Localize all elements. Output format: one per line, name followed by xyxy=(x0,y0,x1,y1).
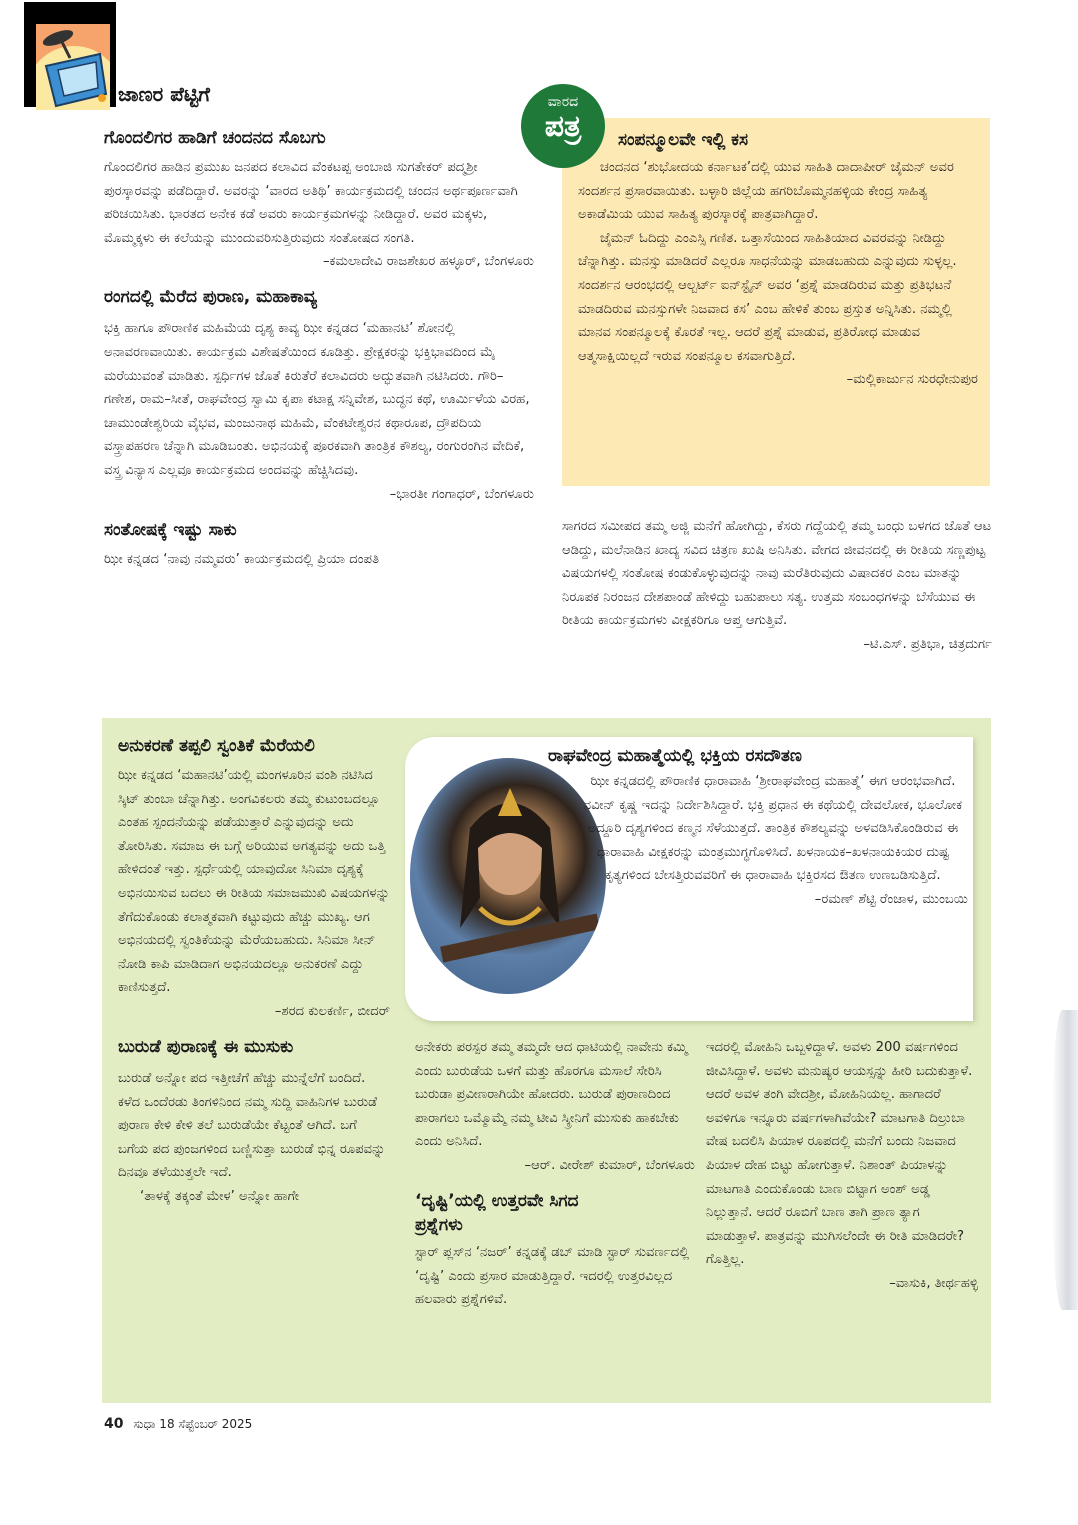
article-title: ಅನುಕರಣೆ ತಪ್ಪಲಿ ಸ್ವಂತಿಕೆ ಮೆರೆಯಲಿ xyxy=(118,736,315,756)
section-logo xyxy=(36,24,110,110)
article-signature: –ಭಾರತೀ ಗಂಗಾಧರ್, ಬೆಂಗಳೂರು xyxy=(389,486,534,502)
article-body: ಅನೇಕರು ಪರಸ್ಪರ ತಮ್ಮ ತಮ್ಮದೇ ಆದ ಧಾಟಿಯಲ್ಲಿ ನಾವೇನು ಕಮ್ಮಿ ಎಂದು ಬುರುಡೆಯ ಒಳಗೆ ಮತ್ತು ಹೊರಗೂ ಮಸಾಲೆ ಸೇರಿಸಿ ಬುರುಡಾ ಪ್ರವೀಣರಾಗಿಯೇ ಹೋದರು. ಬುರುಡೆ ಪುರಾಣದಿಂದ ಪಾರಾಗಲು ಒಮ್ಮೊಮ್ಮೆ ನಮ್ಮ ಟೀವಿ ಸ್ಕ್ರೀನಿಗೆ ಮುಸುಕು ಹಾಕಬೇಕು ಎಂದು ಅನಿಸಿದೆ. xyxy=(415,1040,688,1150)
article-title: ‘ದೃಷ್ಟಿ’ಯಲ್ಲಿ ಉತ್ತರವೇ ಸಿಗದ ಪ್ರಶ್ನೆಗಳು xyxy=(415,1190,579,1235)
green-middle-column xyxy=(415,1036,695,1312)
featured-article xyxy=(548,744,968,911)
right-column-middle xyxy=(562,515,992,656)
article-body: ಬುರುಡೆ ಅನ್ನೋ ಪದ ಇತ್ತೀಚೆಗೆ ಹೆಚ್ಚು ಮುನ್ನೆಲೆಗೆ ಬಂದಿದೆ. ಕಳೆದ ಒಂದೆರಡು ತಿಂಗಳಿನಿಂದ ನಮ್ಮ ಸುದ್ದಿ ವಾಹಿನಿಗಳ ಬುರುಡೆ ಪುರಾಣ ಕೇಳಿ ಕೇಳಿ ತಲೆ ಬುರುಡೆಯೇ ಕೆಟ್ಟಂತೆ ಆಗಿದೆ. ಬಗೆ ಬಗೆಯ ಪದ ಪುಂಜಗಳಿಂದ ಬಣ್ಣಿಸುತ್ತಾ ಬುರುಡೆ ಭಿನ್ನ ರೂಪವನ್ನು ದಿನವೂ ತಳೆಯುತ್ತಲೇ ಇದೆ. xyxy=(118,1070,386,1181)
article-title: ಸಂತೋಷಕ್ಕೆ ಇಷ್ಟು ಸಾಕು xyxy=(104,519,237,540)
television-icon xyxy=(36,24,110,110)
article-body: ಸ್ಟಾರ್ ಪ್ಲಸ್‌ನ ‘ನಜರ್’ ಕನ್ನಡಕ್ಕೆ ಡಬ್ ಮಾಡಿ ಸ್ಟಾರ್ ಸುವರ್ಣದಲ್ಲಿ ‘ದೃಷ್ಟಿ’ ಎಂದು ಪ್ರಸಾರ ಮಾಡುತ್ತಿದ್ದಾರೆ. ಇದರಲ್ಲಿ ಉತ್ತರವಿಲ್ಲದ ಹಲವಾರು ಪ್ರಶ್ನೆಗಳಿವೆ. xyxy=(415,1244,690,1308)
article-body: ಸಾಗರದ ಸಮೀಪದ ತಮ್ಮ ಅಜ್ಜಿ ಮನೆಗೆ ಹೋಗಿದ್ದು, ಕೆಸರು ಗದ್ದೆಯಲ್ಲಿ ತಮ್ಮ ಬಂಧು ಬಳಗದ ಜೊತೆ ಆಟ ಆಡಿದ್ದು, ಮಲೆನಾಡಿನ ಖಾದ್ಯ ಸವಿದ ಚಿತ್ರಣ ಖುಷಿ ಅನಿಸಿತು. ವೇಗದ ಜೀವನದಲ್ಲಿ ಈ ರೀತಿಯ ಸಣ್ಣಪುಟ್ಟ ವಿಷಯಗಳಲ್ಲಿ ಸಂತೋಷ ಕಂಡುಕೊಳ್ಳುವುದನ್ನು ನಾವು ಮರೆತಿರುವುದು ವಿಷಾದಕರ ಎಂಬ ಮಾತನ್ನು ನಿರೂಪಕ ನಿರಂಜನ ದೇಶಪಾಂಡೆ ಹೇಳಿದ್ದು ಬಹುಪಾಲು ಸತ್ಯ. ಉತ್ತಮ ಸಂಬಂಧಗಳನ್ನು ಬೆಸೆಯುವ ಈ ರೀತಿಯ ಕಾರ್ಯಕ್ರಮಗಳು ವೀಕ್ಷಕರಿಗೂ ಆಪ್ತ ಆಗುತ್ತಿವೆ. xyxy=(562,519,992,629)
article-body: ಇದರಲ್ಲಿ ಮೋಹಿನಿ ಒಬ್ಬಳಿದ್ದಾಳೆ. ಅವಳು 200 ವರ್ಷಗಳಿಂದ ಜೀವಿಸಿದ್ದಾಳೆ. ಅವಳು ಮನುಷ್ಯರ ಆಯಸ್ಸನ್ನು ಹೀರಿ ಬದುಕುತ್ತಾಳೆ. ಆದರೆ ಅವಳ ತಂಗಿ ವೇದಶ್ರೀ, ಮೋಹಿನಿಯಲ್ಲ. ಹಾಗಾದರೆ ಅವಳಿಗೂ ಇನ್ನೂರು ವರ್ಷಗಳಾಗಿವೆಯೇ? ಮಾಟಗಾತಿ ದಿಲ್ರುಬಾ ವೇಷ ಬದಲಿಸಿ ಪಿಯಾಳ ರೂಪದಲ್ಲಿ ಮನೆಗೆ ಬಂದು ನಿಜವಾದ ಪಿಯಾಳ ದೇಹ ಬಿಟ್ಟು ಹೋಗುತ್ತಾಳೆ. ನಿಶಾಂತ್ ಪಿಯಾಳನ್ನು ಮಾಟಗಾತಿ ಎಂದುಕೊಂಡು ಬಾಣ ಬಿಟ್ಟಾಗ ಅಂಶ್ ಅಡ್ಡ ನಿಲ್ಲುತ್ತಾನೆ. ಆದರೆ ರೂಬಿಗೆ ಬಾಣ ತಾಗಿ ಪ್ರಾಣ ತ್ಯಾಗ ಮಾಡುತ್ತಾಳೆ. ಪಾತ್ರವನ್ನು ಮುಗಿಸಲೆಂದೇ ಈ ರೀತಿ ಮಾಡಿದರೇ? ಗೊತ್ತಿಲ್ಲ. xyxy=(706,1040,973,1268)
publication-date: ಸುಧಾ 18 ಸೆಪ್ಟೆಂಬರ್ 2025 xyxy=(133,1417,253,1431)
letter-of-week-badge xyxy=(521,84,605,168)
article-title: ರಾಘವೇಂದ್ರ ಮಹಾತ್ಮೆಯಲ್ಲಿ ಭಕ್ತಿಯ ರಸದೌತಣ xyxy=(548,746,802,766)
article-body: ಭಕ್ತಿ ಹಾಗೂ ಪೌರಾಣಿಕ ಮಹಿಮೆಯ ದೃಶ್ಯ ಕಾವ್ಯ ಝೀ ಕನ್ನಡದ ‘ಮಹಾನಟಿ’ ಶೋನಲ್ಲಿ ಅನಾವರಣವಾಯಿತು. ಕಾರ್ಯಕ್ರಮ ವಿಶೇಷತೆಯಿಂದ ಕೂಡಿತ್ತು. ಪ್ರೇಕ್ಷಕರನ್ನು ಭಕ್ತಿಭಾವದಿಂದ ಮೈ ಮರೆಯುವಂತೆ ಮಾಡಿತು. ಸ್ಪರ್ಧಿಗಳ ಜೊತೆ ಕಿರುತೆರೆ ಕಲಾವಿದರು ಅದ್ಭುತವಾಗಿ ನಟಿಸಿದರು. ಗೌರಿ–ಗಣೇಶ, ರಾಮ–ಸೀತೆ, ರಾಘವೇಂದ್ರ ಸ್ವಾಮಿ ಕೃಪಾ ಕಟಾಕ್ಷ ಸನ್ನಿವೇಶ, ಬುದ್ಧನ ಕಥೆ, ಊರ್ಮಿಳೆಯ ವಿರಹ, ಚಾಮುಂಡೇಶ್ವರಿಯ ವೈಭವ, ಮಂಜುನಾಥ ಮಹಿಮೆ, ವೆಂಕಟೇಶ್ವರನ ಕಥಾರೂಪ, ದ್ರೌಪದಿಯ ವಸ್ತ್ರಾಪಹರಣ ಚೆನ್ನಾಗಿ ಮೂಡಿಬಂತು. ಅಭಿನಯಕ್ಕೆ ಪೂರಕವಾಗಿ ತಾಂತ್ರಿಕ ಕೌಶಲ್ಯ, ರಂಗುರಂಗಿನ ವೇದಿಕೆ, ವಸ್ತ್ರ ವಿನ್ಯಾಸ ಎಲ್ಲವೂ ಕಾರ್ಯಕ್ರಮದ ಅಂದವನ್ನು ಹೆಚ್ಚಿಸಿದವು. xyxy=(104,321,530,478)
article-signature: –ಮಲ್ಲಿಕಾರ್ಜುನ ಸುರಧೇನುಪುರ xyxy=(846,372,978,388)
article-signature: –ವಾಸುಕಿ, ತೀರ್ಥಹಳ್ಳಿ xyxy=(889,1275,978,1291)
left-column-top xyxy=(104,126,534,571)
article-body: ಜೈಮನ್ ಓದಿದ್ದು ಎಂಎಸ್ಸಿ ಗಣಿತ. ಒತ್ತಾಸೆಯಿಂದ ಸಾಹಿತಿಯಾದ ವಿವರವನ್ನು ನೀಡಿದ್ದು ಚೆನ್ನಾಗಿತ್ತು. ಮನಸ್ಸು ಮಾಡಿದರೆ ಎಲ್ಲರೂ ಸಾಧನೆಯನ್ನು ಮಾಡಬಹುದು ಎನ್ನುವುದು ಸುಳ್ಳಲ್ಲ. ಸಂದರ್ಶನ ಆರಂಭದಲ್ಲಿ ಆಲ್ಬರ್ಟ್ ಐನ್‌ಸ್ಟೈನ್ ಅವರ ‘ಪ್ರಶ್ನೆ ಮಾಡದಿರುವ ಮತ್ತು ಪ್ರತಿಭಟನೆ ಮಾಡದಿರುವ ಮನಸ್ಸುಗಳೇ ನಿಜವಾದ ಕಸ’ ಎಂಬ ಹೇಳಿಕೆ ತುಂಬ ಪ್ರಸ್ತುತ ಅನ್ನಿಸಿತು. ನಮ್ಮಲ್ಲಿ ಮಾನವ ಸಂಪನ್ಮೂಲಕ್ಕೆ ಕೊರತೆ ಇಲ್ಲ. ಆದರೆ ಪ್ರಶ್ನೆ ಮಾಡುವ, ಪ್ರತಿರೋಧ ಮಾಡುವ ಆತ್ಮಸಾಕ್ಷಿಯಿಲ್ಲದೆ ಇರುವ ಸಂಪನ್ಮೂಲ ಕಸವಾಗುತ್ತಿದೆ. xyxy=(578,230,957,364)
decorative-cloth-image xyxy=(1052,1010,1078,1310)
article-body: ಝೀ ಕನ್ನಡದ ‘ಮಹಾನಟಿ’ಯಲ್ಲಿ ಮಂಗಳೂರಿನ ವಂಶಿ ನಟಿಸಿದ ಸ್ಕಿಟ್ ತುಂಬಾ ಚೆನ್ನಾಗಿತ್ತು. ಅಂಗವಿಕಲರು ತಮ್ಮ ಕುಟುಂಬದಲ್ಲೂ ಎಂತಹ ಸ್ಪಂದನೆಯನ್ನು ಪಡೆಯುತ್ತಾರೆ ಎನ್ನುವುದನ್ನು ಅದು ತೋರಿಸಿತು. ಸಮಾಜ ಈ ಬಗ್ಗೆ ಅರಿಯುವ ಅಗತ್ಯವನ್ನು ಅದು ಒತ್ತಿ ಹೇಳಿದಂತೆ ಇತ್ತು. ಸ್ಪರ್ಧೆಯಲ್ಲಿ ಯಾವುದೋ ಸಿನಿಮಾ ದೃಶ್ಯಕ್ಕೆ ಅಭಿನಯಿಸುವ ಬದಲು ಈ ರೀತಿಯ ಸಮಾಜಮುಖಿ ವಿಷಯಗಳನ್ನು ತೆಗೆದುಕೊಂಡು ಕಲಾತ್ಮಕವಾಗಿ ಕಟ್ಟುವುದು ಹೆಚ್ಚು ಮುಖ್ಯ. ಆಗ ಅಭಿನಯದಲ್ಲಿ ಸ್ವಂತಿಕೆಯನ್ನು ಮೆರೆಯಬಹುದು. ಸಿನಿಮಾ ಸೀನ್ ನೋಡಿ ಕಾಪಿ ಮಾಡಿದಾಗ ಅಭಿನಯದಲ್ಲೂ ಅನುಕರಣೆ ಎದ್ದು ಕಾಣಿಸುತ್ತದೆ. xyxy=(118,768,390,996)
article-signature: –ಟಿ.ಎಸ್. ಪ್ರತಿಭಾ, ಚಿತ್ರದುರ್ಗ xyxy=(863,636,992,652)
article-signature: –ರಮಣ್ ಶೆಟ್ಟಿ ರೆಂಜಾಳ, ಮುಂಬಯಿ xyxy=(814,891,968,907)
badge-line1: ವಾರದ xyxy=(547,94,579,110)
green-left-column xyxy=(118,734,390,1209)
green-right-column xyxy=(706,1036,978,1295)
article-signature: –ಶರದ ಕುಲಕರ್ಣಿ, ಬೀದರ್ xyxy=(274,1003,390,1019)
article-signature: –ಕಮಲಾದೇವಿ ರಾಜಶೇಖರ ಹಳ್ಳೂರ್, ಬೆಂಗಳೂರು xyxy=(322,254,534,270)
badge-line2: ಪತ್ರ xyxy=(544,109,582,144)
section-title: ಜಾಣರ ಪೆಟ್ಟಿಗೆ xyxy=(118,82,210,106)
page-footer xyxy=(104,1416,252,1432)
article-title: ಸಂಪನ್ಮೂಲವೇ ಇಲ್ಲಿ ಕಸ xyxy=(618,130,748,150)
article-title: ರಂಗದಲ್ಲಿ ಮೆರೆದ ಪುರಾಣ, ಮಹಾಕಾವ್ಯ xyxy=(104,287,318,308)
letter-of-week-content xyxy=(578,128,978,391)
article-title: ಬುರುಡೆ ಪುರಾಣಕ್ಕೆ ಈ ಮುಸುಕು xyxy=(118,1036,294,1057)
article-signature: –ಆರ್. ವೀರೇಶ್ ಕುಮಾರ್, ಬೆಂಗಳೂರು xyxy=(524,1157,695,1173)
article-body: ‘ತಾಳಕ್ಕೆ ತಕ್ಕಂತೆ ಮೇಳ’ ಅನ್ನೋ ಹಾಗೇ xyxy=(140,1188,300,1204)
article-body: ಗೊಂದಲಿಗರ ಹಾಡಿನ ಪ್ರಮುಖ ಜನಪದ ಕಲಾವಿದ ವೆಂಕಟಪ್ಪ ಅಂಬಾಜಿ ಸುಗತೇಕರ್ ಪದ್ಮಶ್ರೀ ಪುರಸ್ಕಾರವನ್ನು ಪಡೆದಿದ್ದಾರೆ. ಅವರನ್ನು ‘ವಾರದ ಅತಿಥಿ’ ಕಾರ್ಯಕ್ರಮದಲ್ಲಿ ಚಂದನ ಅರ್ಥಪೂರ್ಣವಾಗಿ ಪರಿಚಯಿಸಿತು. ಭಾರತದ ಅನೇಕ ಕಡೆ ಅವರು ಕಾರ್ಯಕ್ರಮಗಳನ್ನು ನೀಡಿದ್ದಾರೆ. ಅವರ ಮಕ್ಕಳು, ಮೊಮ್ಮಕ್ಕಳು ಈ ಕಲೆಯನ್ನು ಮುಂದುವರಿಸುತ್ತಿರುವುದು ಸಂತೋಷದ ಸಂಗತಿ. xyxy=(104,160,518,246)
article-body: ಚಂದನದ ‘ಶುಭೋದಯ ಕರ್ನಾಟಕ’ದಲ್ಲಿ ಯುವ ಸಾಹಿತಿ ದಾದಾಪೀರ್ ಜೈಮನ್ ಅವರ ಸಂದರ್ಶನ ಪ್ರಸಾರವಾಯಿತು. ಬಳ್ಳಾರಿ ಜಿಲ್ಲೆಯ ಹಗರಿಬೊಮ್ಮನಹಳ್ಳಿಯ ಕೇಂದ್ರ ಸಾಹಿತ್ಯ ಅಕಾಡೆಮಿಯ ಯುವ ಸಾಹಿತ್ಯ ಪುರಸ್ಕಾರಕ್ಕೆ ಪಾತ್ರವಾಗಿದ್ದಾರೆ. xyxy=(578,160,954,223)
page-number: 40 xyxy=(104,1416,124,1432)
article-body: ಝೀ ಕನ್ನಡದಲ್ಲಿ ಪೌರಾಣಿಕ ಧಾರಾವಾಹಿ ‘ಶ್ರೀರಾಘವೇಂದ್ರ ಮಹಾತ್ಮೆ’ ಈಗ ಆರಂಭವಾಗಿದೆ. ನವೀನ್ ಕೃಷ್ಣ ಇದನ್ನು ನಿರ್ದೇಶಿಸಿದ್ದಾರೆ. ಭಕ್ತಿ ಪ್ರಧಾನ ಈ ಕಥೆಯಲ್ಲಿ ದೇವಲೋಕ, ಭೂಲೋಕ ಅದ್ದೂರಿ ದೃಶ್ಯಗಳಿಂದ ಕಣ್ಮನ ಸೆಳೆಯುತ್ತದೆ. ತಾಂತ್ರಿಕ ಕೌಶಲ್ಯವನ್ನು ಅಳವಡಿಸಿಕೊಂಡಿರುವ ಈ ಧಾರಾವಾಹಿ ವೀಕ್ಷಕರನ್ನು ಮಂತ್ರಮುಗ್ಧಗೊಳಿಸಿದೆ. ಖಳನಾಯಕ–ಖಳನಾಯಕಿಯರ ದುಷ್ಟ ಕೃತ್ಯಗಳಿಂದ ಬೇಸತ್ತಿರುವವರಿಗೆ ಈ ಧಾರಾವಾಹಿ ಭಕ್ತಿರಸದ ಔತಣ ಉಣಬಡಿಸುತ್ತಿದೆ. xyxy=(583,774,963,884)
article-title: ಗೊಂದಲಿಗರ ಹಾಡಿಗೆ ಚಂದನದ ಸೊಬಗು xyxy=(104,128,326,148)
article-body: ಝೀ ಕನ್ನಡದ ‘ನಾವು ನಮ್ಮವರು’ ಕಾರ್ಯಕ್ರಮದಲ್ಲಿ ಪ್ರಿಯಾ ದಂಪತಿ xyxy=(104,551,380,567)
